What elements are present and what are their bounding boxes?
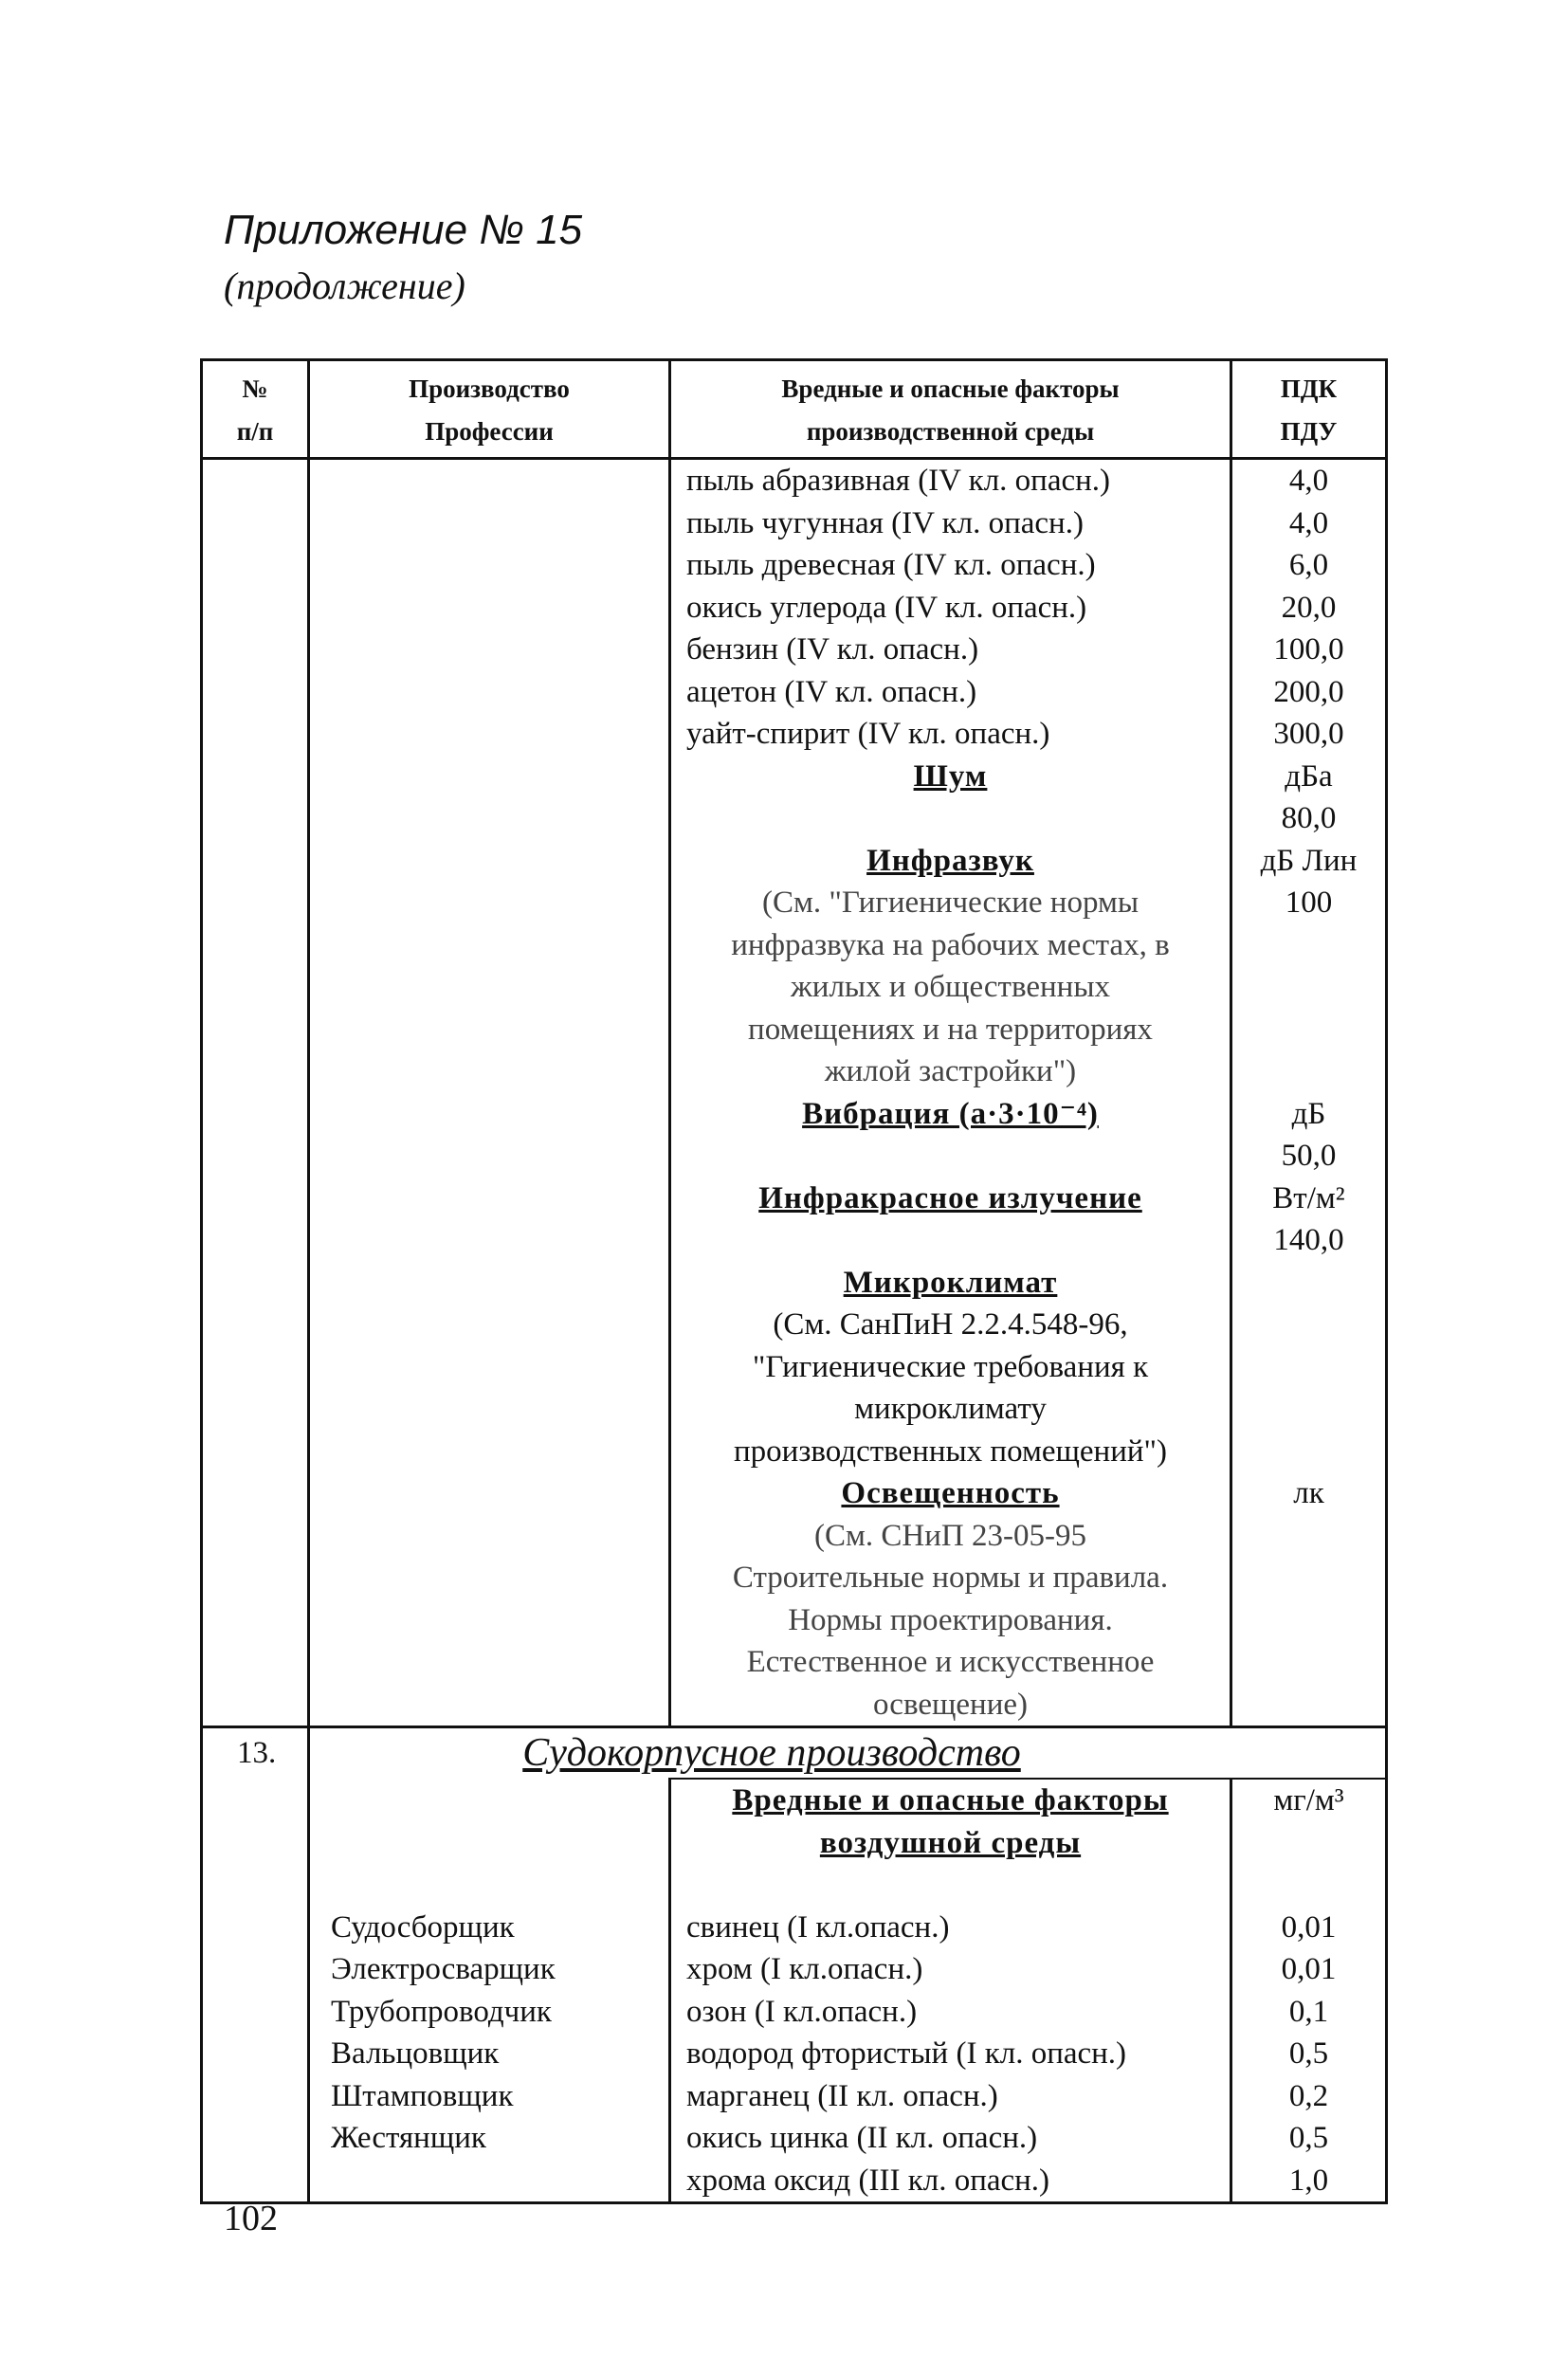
- infrasound-value: 100: [1285, 886, 1333, 920]
- factor-item: пыль чугунная (IV кл. опасн.): [686, 505, 1084, 540]
- limit-value: 4,0: [1288, 464, 1329, 498]
- factor-item: окись цинка (II кл. опасн.): [686, 2121, 1038, 2155]
- col-header-factors: Вредные и опасные факторы производственной среды: [670, 360, 1231, 459]
- vibration-unit: дБ: [1291, 1096, 1326, 1131]
- lighting-note-line: (См. СНиП 23-05-95: [814, 1518, 1086, 1553]
- factor-item: свинец (I кл.опасн.): [686, 1909, 950, 1945]
- profession-item: Жестянщик: [331, 2121, 486, 2155]
- col-header-number: № п/п: [202, 360, 309, 459]
- section-title: Судокорпусное производство: [522, 1731, 1021, 1775]
- table-header-row: [202, 360, 1387, 459]
- factor-item: марганец (II кл. опасн.): [686, 2078, 998, 2113]
- limit-value: 0,5: [1288, 2121, 1329, 2155]
- factor-item: уайт-спирит (IV кл. опасн.): [686, 717, 1050, 751]
- infrasound-note-line: жилых и общественных: [790, 970, 1111, 1004]
- section-unit-cell: [1231, 1779, 1387, 1907]
- air-factors-heading: воздушной среды: [819, 1825, 1082, 1860]
- factor-item: бензин (IV кл. опасн.): [686, 632, 979, 667]
- lighting-note-line: Строительные нормы и правила.: [732, 1561, 1169, 1595]
- hazard-table: [200, 358, 1388, 2204]
- section-factors-heading-row: [202, 1779, 1387, 1907]
- microclimate-note-line: микроклимату: [854, 1392, 1047, 1426]
- appendix-title: Приложение № 15: [224, 207, 583, 253]
- vibration-heading: Вибрация (а·3·10⁻⁴): [802, 1096, 1099, 1131]
- limit-value: 4,0: [1288, 505, 1329, 540]
- limit-value: 0,1: [1288, 1994, 1329, 2029]
- profession-item: Вальцовщик: [331, 2036, 500, 2071]
- noise-value: 80,0: [1281, 801, 1337, 835]
- factor-item: пыль древесная (IV кл. опасн.): [686, 548, 1096, 582]
- factor-item: окись углерода (IV кл. опасн.): [686, 590, 1087, 625]
- infrared-value: 140,0: [1273, 1223, 1344, 1257]
- section-title-row: [202, 1727, 1387, 1780]
- lighting-note-line: Нормы проектирования.: [788, 1602, 1113, 1637]
- continued-limits-cell: [1231, 459, 1387, 1727]
- profession-item: Электросварщик: [331, 1952, 556, 1986]
- infrared-heading: Инфракрасное излучение: [758, 1180, 1142, 1215]
- limit-value: 0,01: [1281, 1952, 1337, 1986]
- limit-value: 0,01: [1281, 1909, 1337, 1945]
- infrasound-heading: Инфразвук: [866, 843, 1034, 878]
- microclimate-heading: Микроклимат: [843, 1265, 1058, 1300]
- infrared-unit: Вт/м²: [1272, 1180, 1345, 1215]
- factor-item: ацетон (IV кл. опасн.): [686, 674, 977, 709]
- air-factors-cell: [670, 1907, 1231, 2203]
- appendix-subtitle: (продолжение): [224, 265, 465, 307]
- infrasound-note-line: (См. "Гигиенические нормы: [761, 886, 1139, 920]
- infrasound-unit: дБ Лин: [1260, 843, 1358, 878]
- professions-cell: [309, 1907, 670, 2203]
- profession-item: Штамповщик: [331, 2078, 514, 2113]
- section-data-number: [202, 1907, 309, 2203]
- limit-value: 200,0: [1273, 674, 1344, 709]
- factor-item: хрома оксид (III кл. опасн.): [686, 2163, 1050, 2198]
- lighting-heading: Освещенность: [841, 1476, 1060, 1510]
- section-number: 13.: [202, 1727, 309, 1780]
- factor-item: хром (I кл.опасн.): [686, 1952, 923, 1986]
- page-number: 102: [224, 2199, 278, 2238]
- col-header-production: Производство Профессии: [309, 360, 670, 459]
- section-title-cell: [309, 1727, 1387, 1780]
- factor-item: водород фтористый (I кл. опасн.): [686, 2036, 1127, 2071]
- air-limits-cell: [1231, 1907, 1387, 2203]
- factor-item: озон (I кл.опасн.): [686, 1994, 918, 2029]
- section-empty-number: [202, 1779, 309, 1907]
- infrasound-note-line: помещениях и на территориях: [748, 1012, 1153, 1047]
- air-unit: мг/м³: [1273, 1783, 1344, 1817]
- section-empty-profession: [309, 1779, 670, 1907]
- limit-value: 6,0: [1288, 548, 1329, 582]
- noise-heading: Шум: [913, 758, 988, 794]
- limit-value: 20,0: [1281, 590, 1337, 625]
- vibration-value: 50,0: [1281, 1139, 1337, 1173]
- continued-section-row: [202, 459, 1387, 1727]
- microclimate-note-line: производственных помещений"): [734, 1434, 1167, 1469]
- col-header-limits: ПДК ПДУ: [1231, 360, 1387, 459]
- lighting-note-line: освещение): [872, 1687, 1029, 1722]
- limit-value: 0,2: [1288, 2078, 1329, 2113]
- infrasound-note-line: жилой застройки"): [824, 1054, 1077, 1088]
- limit-value: 300,0: [1273, 717, 1344, 751]
- section-data-row: [202, 1907, 1387, 2203]
- continued-profession-cell: [309, 459, 670, 1727]
- factor-item: пыль абразивная (IV кл. опасн.): [686, 464, 1111, 498]
- air-factors-heading: Вредные и опасные факторы: [732, 1783, 1169, 1817]
- microclimate-note-line: "Гигиенические требования к: [752, 1349, 1149, 1384]
- continued-number-cell: [202, 459, 309, 1727]
- profession-item: Трубопроводчик: [331, 1994, 552, 2029]
- limit-value: 0,5: [1288, 2036, 1329, 2071]
- lighting-unit: лк: [1293, 1476, 1324, 1510]
- infrasound-note-line: инфразвука на рабочих местах, в: [731, 927, 1170, 962]
- noise-unit: дБа: [1285, 758, 1333, 794]
- limit-value: 1,0: [1288, 2163, 1329, 2198]
- lighting-note-line: Естественное и искусственное: [746, 1645, 1155, 1679]
- microclimate-note-line: (См. СанПиН 2.2.4.548-96,: [773, 1307, 1128, 1342]
- continued-factors-cell: [670, 459, 1231, 1727]
- profession-item: Судосборщик: [331, 1909, 515, 1945]
- limit-value: 100,0: [1273, 632, 1344, 667]
- section-factors-heading-cell: [670, 1779, 1231, 1907]
